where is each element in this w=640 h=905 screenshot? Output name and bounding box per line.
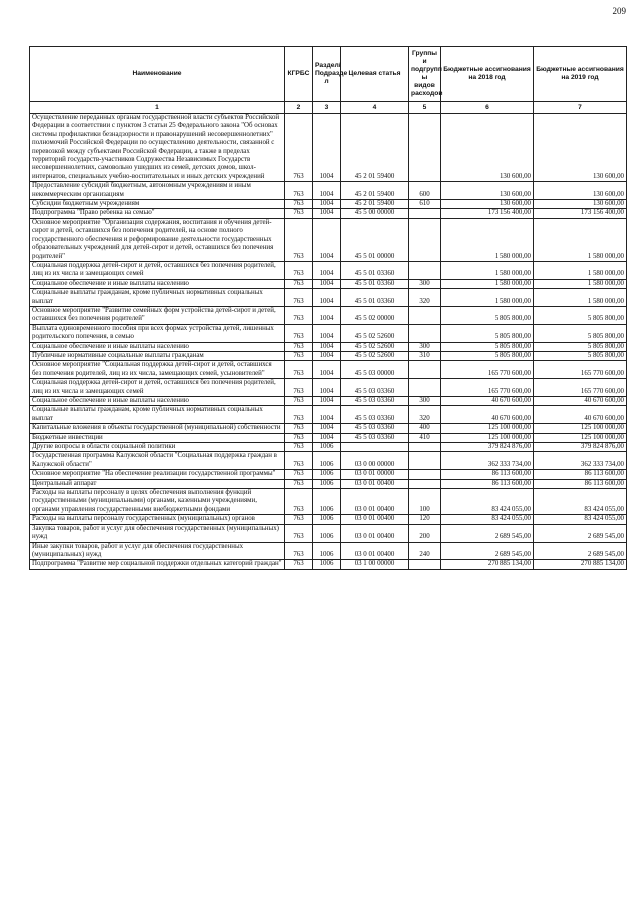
column-header-budget-2018: Бюджетные ассигнования на 2018 год [441,47,534,102]
row-kgrbs: 763 [285,515,313,524]
column-number: 2 [285,102,313,114]
row-expense-type [409,479,441,488]
row-budget-2018: 40 670 600,00 [441,397,534,406]
row-target-article: 45 5 03 03360 [341,379,409,397]
row-name: Социальная поддержка детей-сирот и детей, оставшихся без попечения родителей, лиц из их числа и замещающих семей [30,379,285,397]
table-row [30,433,627,442]
row-budget-2019: 173 156 400,00 [534,209,627,218]
row-target-article: 45 5 03 03360 [341,406,409,424]
row-name: Бюджетные инвестиции [30,433,285,442]
column-number: 4 [341,102,409,114]
row-section: 1006 [313,479,341,488]
row-section: 1004 [313,351,341,360]
table-row [30,200,627,209]
row-budget-2019: 40 670 600,00 [534,406,627,424]
row-expense-type: 310 [409,351,441,360]
row-section: 1006 [313,489,341,515]
row-target-article: 45 5 03 00000 [341,361,409,379]
row-section: 1004 [313,279,341,288]
row-target-article: 45 5 03 03360 [341,433,409,442]
row-budget-2018: 379 824 876,00 [441,443,534,452]
row-budget-2018: 86 113 600,00 [441,470,534,479]
row-target-article: 45 5 01 00000 [341,218,409,261]
row-budget-2019: 130 600,00 [534,182,627,200]
row-section: 1006 [313,560,341,569]
row-expense-type [409,114,441,182]
row-budget-2019: 83 424 055,00 [534,515,627,524]
row-section: 1004 [313,306,341,324]
table-row [30,542,627,560]
row-budget-2019: 1 580 000,00 [534,289,627,307]
row-section: 1006 [313,470,341,479]
row-kgrbs: 763 [285,542,313,560]
budget-table [29,46,627,570]
row-name: Социальное обеспечение и иные выплаты населению [30,279,285,288]
row-section: 1004 [313,379,341,397]
row-kgrbs: 763 [285,524,313,542]
row-budget-2019: 83 424 055,00 [534,489,627,515]
row-target-article: 03 0 01 00400 [341,489,409,515]
row-budget-2019: 130 600,00 [534,200,627,209]
row-budget-2019: 2 689 545,00 [534,542,627,560]
row-budget-2019: 5 805 800,00 [534,306,627,324]
row-name: Закупка товаров, работ и услуг для обеспечения государственных (муниципальных) нужд [30,524,285,542]
table-row [30,424,627,433]
row-name: Другие вопросы в области социальной политики [30,443,285,452]
row-name: Расходы на выплаты персоналу государственных (муниципальных) органов [30,515,285,524]
row-budget-2018: 130 600,00 [441,200,534,209]
row-budget-2019: 86 113 600,00 [534,479,627,488]
row-expense-type [409,261,441,279]
row-budget-2019: 362 333 734,00 [534,452,627,470]
row-name: Предоставление субсидий бюджетным, автономным учреждениям и иным некоммерческим организациям [30,182,285,200]
row-budget-2018: 2 689 545,00 [441,542,534,560]
row-expense-type [409,470,441,479]
row-expense-type: 400 [409,424,441,433]
row-target-article: 45 5 02 52600 [341,324,409,342]
row-target-article: 03 0 01 00400 [341,515,409,524]
table-row [30,324,627,342]
row-budget-2018: 1 580 000,00 [441,218,534,261]
row-expense-type: 300 [409,397,441,406]
row-budget-2018: 362 333 734,00 [441,452,534,470]
column-number: 1 [30,102,285,114]
row-section: 1006 [313,515,341,524]
table-row [30,289,627,307]
column-header-target-article: Целевая статья [341,47,409,102]
row-expense-type: 320 [409,289,441,307]
row-target-article: 03 0 01 00000 [341,470,409,479]
row-budget-2019: 165 770 600,00 [534,379,627,397]
row-target-article: 45 2 01 59400 [341,200,409,209]
row-target-article: 45 5 01 03360 [341,279,409,288]
row-name: Субсидии бюджетным учреждениям [30,200,285,209]
row-kgrbs: 763 [285,261,313,279]
row-expense-type [409,361,441,379]
row-expense-type: 120 [409,515,441,524]
row-kgrbs: 763 [285,289,313,307]
row-section: 1006 [313,542,341,560]
table-row [30,361,627,379]
row-expense-type [409,209,441,218]
row-kgrbs: 763 [285,361,313,379]
row-target-article: 03 0 01 00400 [341,524,409,542]
row-budget-2018: 130 600,00 [441,182,534,200]
row-budget-2018: 173 156 400,00 [441,209,534,218]
table-row [30,279,627,288]
column-number: 6 [441,102,534,114]
row-budget-2018: 130 600,00 [441,114,534,182]
row-budget-2019: 379 824 876,00 [534,443,627,452]
row-kgrbs: 763 [285,479,313,488]
row-expense-type [409,452,441,470]
row-budget-2019: 125 100 000,00 [534,424,627,433]
row-section: 1004 [313,433,341,442]
row-section: 1006 [313,443,341,452]
row-name: Иные закупки товаров, работ и услуг для обеспечения государственных (муниципальных) нужд [30,542,285,560]
row-budget-2018: 83 424 055,00 [441,515,534,524]
row-budget-2018: 40 670 600,00 [441,406,534,424]
row-budget-2018: 2 689 545,00 [441,524,534,542]
row-section: 1004 [313,406,341,424]
column-header-section: Раздел/ Подразде л [313,47,341,102]
row-budget-2019: 5 805 800,00 [534,324,627,342]
row-name: Капитальные вложения в объекты государственной (муниципальной) собственности [30,424,285,433]
row-target-article: 45 5 03 03360 [341,397,409,406]
table-body [30,114,627,570]
row-name: Осуществление переданных органам государственной власти субъектов Российской Федерации в соответствии с пунктом 3 статьи 25 Федерального закона "Об основах системы профилактики безнадзорности и правонарушений несовершеннолетних" полномочий Российской Федерации по осуществлению деятельности, связанной с перевозкой между субъектами Российской Федерации, а также в пределах территорий государств-участников Содружества Независимых Государств несовершеннолетних, самовольно ушедших из семей, детских домов, школ-интернатов, специальных учебно-воспитательных и иных детских учреждений [30,114,285,182]
row-target-article: 45 5 00 00000 [341,209,409,218]
row-expense-type: 300 [409,342,441,351]
row-budget-2018: 125 100 000,00 [441,424,534,433]
row-expense-type [409,306,441,324]
row-target-article: 45 2 01 59400 [341,182,409,200]
column-number: 7 [534,102,627,114]
row-expense-type: 410 [409,433,441,442]
row-kgrbs: 763 [285,182,313,200]
table-row [30,443,627,452]
row-expense-type [409,560,441,569]
row-target-article: 03 1 00 00000 [341,560,409,569]
table-row [30,209,627,218]
table-row [30,261,627,279]
row-target-article: 03 0 01 00400 [341,479,409,488]
row-expense-type: 320 [409,406,441,424]
row-section: 1004 [313,342,341,351]
page-number: 209 [612,6,626,16]
row-name: Социальные выплаты гражданам, кроме публичных нормативных социальных выплат [30,289,285,307]
table-row [30,351,627,360]
table-row [30,452,627,470]
row-expense-type: 610 [409,200,441,209]
row-budget-2019: 1 580 000,00 [534,261,627,279]
row-budget-2019: 5 805 800,00 [534,351,627,360]
row-budget-2018: 270 885 134,00 [441,560,534,569]
row-name: Подпрограмма "Право ребенка на семью" [30,209,285,218]
row-name: Основное мероприятие "Социальная поддержка детей-сирот и детей, оставшихся без попечения родителей, лиц из их числа, замещающих семей, усыновителей" [30,361,285,379]
row-target-article: 45 5 02 00000 [341,306,409,324]
row-kgrbs: 763 [285,279,313,288]
row-name: Социальная поддержка детей-сирот и детей, оставшихся без попечения родителей, лиц из их числа и замещающих семей [30,261,285,279]
row-section: 1004 [313,261,341,279]
row-budget-2019: 1 580 000,00 [534,279,627,288]
row-name: Выплата единовременного пособия при всех формах устройства детей, лишенных родительского попечения, в семью [30,324,285,342]
row-kgrbs: 763 [285,114,313,182]
row-expense-type [409,218,441,261]
row-budget-2018: 5 805 800,00 [441,324,534,342]
column-number: 3 [313,102,341,114]
row-kgrbs: 763 [285,397,313,406]
row-budget-2018: 5 805 800,00 [441,306,534,324]
row-name: Расходы на выплаты персоналу в целях обеспечения выполнения функций государственными (муниципальными) органами, казенными учреждениями, органами управления государственными внебюджетными фондами [30,489,285,515]
row-expense-type: 200 [409,524,441,542]
row-kgrbs: 763 [285,452,313,470]
row-kgrbs: 763 [285,342,313,351]
row-section: 1004 [313,218,341,261]
row-budget-2018: 5 805 800,00 [441,351,534,360]
row-section: 1004 [313,424,341,433]
row-budget-2019: 130 600,00 [534,114,627,182]
row-expense-type [409,443,441,452]
row-target-article: 45 5 02 52600 [341,342,409,351]
row-target-article [341,443,409,452]
row-name: Публичные нормативные социальные выплаты гражданам [30,351,285,360]
row-budget-2019: 5 805 800,00 [534,342,627,351]
row-budget-2018: 165 770 600,00 [441,379,534,397]
row-expense-type [409,324,441,342]
row-name: Основное мероприятие "На обеспечение реализации государственной программы" [30,470,285,479]
row-kgrbs: 763 [285,406,313,424]
row-section: 1004 [313,182,341,200]
row-section: 1004 [313,289,341,307]
row-name: Основное мероприятие "Организация содержания, воспитания и обучения детей-сирот и детей, оставшихся без попечения родителей, на основе полного государственного обеспечения и реформирование деятельности государственных образовательных учреждений для детей-сирот и детей, оставшихся без попечения родителей" [30,218,285,261]
row-name: Социальное обеспечение и иные выплаты населению [30,342,285,351]
row-section: 1006 [313,452,341,470]
table-row [30,182,627,200]
row-target-article: 45 5 01 03360 [341,289,409,307]
row-section: 1006 [313,524,341,542]
column-header-budget-2019: Бюджетные ассигнования на 2019 год [534,47,627,102]
column-header-kgrbs: КГРБС [285,47,313,102]
row-budget-2019: 270 885 134,00 [534,560,627,569]
row-section: 1004 [313,397,341,406]
row-budget-2018: 5 805 800,00 [441,342,534,351]
row-kgrbs: 763 [285,560,313,569]
row-kgrbs: 763 [285,306,313,324]
table-row [30,489,627,515]
row-kgrbs: 763 [285,218,313,261]
table-row [30,342,627,351]
row-kgrbs: 763 [285,324,313,342]
row-target-article: 03 0 00 00000 [341,452,409,470]
row-section: 1004 [313,209,341,218]
row-kgrbs: 763 [285,379,313,397]
row-budget-2018: 125 100 000,00 [441,433,534,442]
row-kgrbs: 763 [285,489,313,515]
row-budget-2019: 86 113 600,00 [534,470,627,479]
row-name: Социальные выплаты гражданам, кроме публичных нормативных социальных выплат [30,406,285,424]
row-target-article: 45 5 01 03360 [341,261,409,279]
row-budget-2019: 1 580 000,00 [534,218,627,261]
table-row [30,306,627,324]
table-row [30,560,627,569]
row-budget-2019: 2 689 545,00 [534,524,627,542]
row-name: Центральный аппарат [30,479,285,488]
row-budget-2018: 83 424 055,00 [441,489,534,515]
row-budget-2018: 1 580 000,00 [441,279,534,288]
row-kgrbs: 763 [285,470,313,479]
table-row [30,114,627,182]
row-expense-type: 300 [409,279,441,288]
row-budget-2019: 125 100 000,00 [534,433,627,442]
row-section: 1004 [313,361,341,379]
table-row [30,406,627,424]
row-name: Государственная программа Калужской области "Социальная поддержка граждан в Калужской области" [30,452,285,470]
row-budget-2018: 1 580 000,00 [441,289,534,307]
table-row [30,379,627,397]
row-kgrbs: 763 [285,351,313,360]
row-kgrbs: 763 [285,209,313,218]
row-target-article: 45 5 02 52600 [341,351,409,360]
row-target-article: 45 5 03 03360 [341,424,409,433]
row-budget-2018: 165 770 600,00 [441,361,534,379]
column-header-name: Наименование [30,47,285,102]
table-row [30,470,627,479]
row-name: Подпрограмма "Развитие мер социальной поддержки отдельных категорий граждан" [30,560,285,569]
row-expense-type: 100 [409,489,441,515]
row-section: 1004 [313,200,341,209]
row-expense-type [409,379,441,397]
row-section: 1004 [313,114,341,182]
row-section: 1004 [313,324,341,342]
row-budget-2018: 1 580 000,00 [441,261,534,279]
column-header-expense-type: Группы и подгрупп ы видов расходов [409,47,441,102]
table-row [30,515,627,524]
row-target-article: 03 0 01 00400 [341,542,409,560]
row-budget-2018: 86 113 600,00 [441,479,534,488]
column-number: 5 [409,102,441,114]
row-kgrbs: 763 [285,200,313,209]
table-row [30,524,627,542]
row-kgrbs: 763 [285,424,313,433]
row-budget-2019: 40 670 600,00 [534,397,627,406]
row-budget-2019: 165 770 600,00 [534,361,627,379]
row-name: Основное мероприятие "Развитие семейных форм устройства детей-сирот и детей, оставшихся без попечения родителей" [30,306,285,324]
table-row [30,397,627,406]
row-target-article: 45 2 01 59400 [341,114,409,182]
row-kgrbs: 763 [285,443,313,452]
row-expense-type: 600 [409,182,441,200]
row-name: Социальное обеспечение и иные выплаты населению [30,397,285,406]
row-expense-type: 240 [409,542,441,560]
row-kgrbs: 763 [285,433,313,442]
table-row [30,218,627,261]
table-row [30,479,627,488]
